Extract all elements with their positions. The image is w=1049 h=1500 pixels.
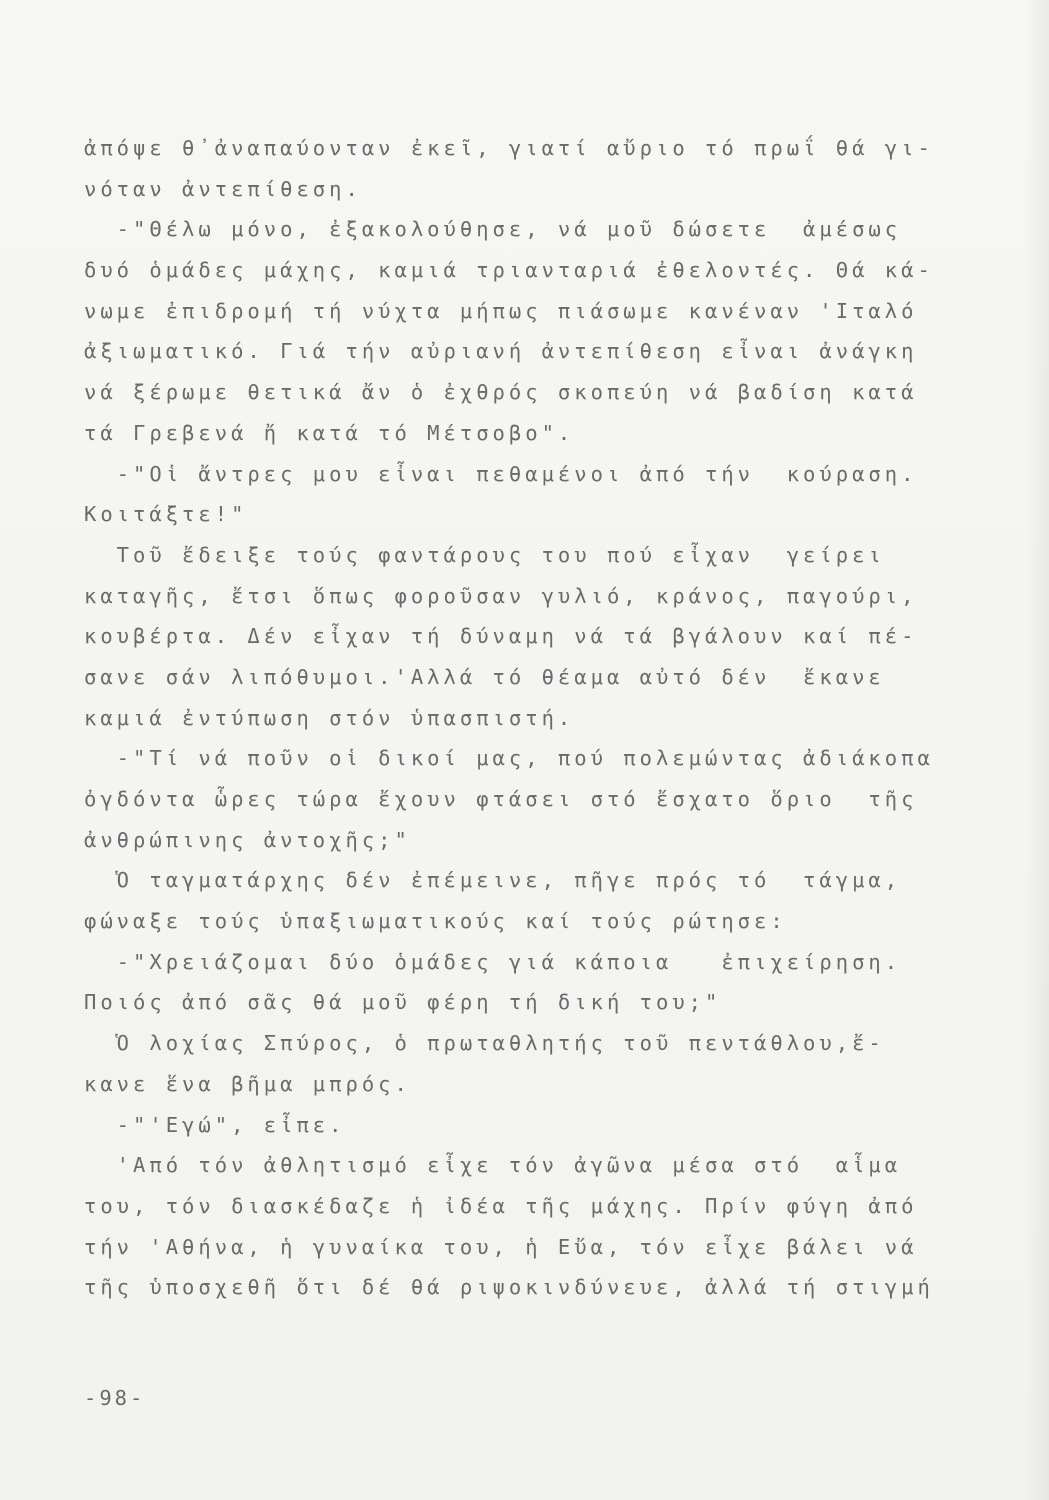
text-line: ἀνθρώπινης ἀντοχῆς;" [84, 827, 411, 852]
text-line: καταγῆς, ἔτσι ὅπως φοροῦσαν γυλιό, κράνος, παγούρι, [84, 583, 918, 608]
text-line: ἀξιωματικό. Γιά τήν αὐριανή ἀντεπίθεση εἶναι ἀνάγκη [84, 339, 918, 364]
text-line: 'Από τόν ἀθλητισμό εἶχε τόν ἀγῶνα μέσα στό αἷμα [84, 1153, 902, 1178]
text-line: Ὁ ταγματάρχης δέν ἐπέμεινε, πῆγε πρός τό τάγμα, [84, 868, 902, 893]
text-line: φώναξε τούς ὑπαξιωματικούς καί τούς ρώτησε: [84, 909, 787, 934]
text-line: Κοιτάξτε!" [84, 502, 248, 527]
text-line: καμιά ἐντύπωση στόν ὑπασπιστή. [84, 705, 575, 730]
text-line: -"Τί νά ποῦν οἱ δικοί μας, πού πολεμώντας ἀδιάκοπα [84, 746, 934, 771]
text-line: -"'Εγώ", εἶπε. [84, 1112, 346, 1137]
text-line: νωμε ἐπιδρομή τή νύχτα μήπως πιάσωμε κανέναν 'Ιταλό [84, 298, 918, 323]
text-line: νόταν ἀντεπίθεση. [84, 176, 362, 201]
page-number: -98- [84, 1386, 146, 1410]
text-line: δυό ὁμάδες μάχης, καμιά τριανταριά ἐθελοντές. Θά κά- [84, 258, 934, 283]
text-line: Τοῦ ἔδειξε τούς φαντάρους του πού εἶχαν γείρει [84, 542, 885, 567]
page-edge-shadow [1025, 0, 1049, 1500]
text-line: σανε σάν λιπόθυμοι.'Αλλά τό θέαμα αὐτό δέν ἔκανε [84, 664, 885, 689]
text-line: νά ξέρωμε θετικά ἄν ὁ ἐχθρός σκοπεύη νά βαδίση κατά [84, 380, 918, 405]
text-line: τήν 'Αθήνα, ἡ γυναίκα του, ἡ Εὔα, τόν εἶχε βάλει νά [84, 1234, 918, 1259]
text-line: Ποιός ἀπό σᾶς θά μοῦ φέρη τή δική του;" [84, 990, 722, 1015]
text-line: του, τόν διασκέδαζε ἡ ἰδέα τῆς μάχης. Πρίν φύγη ἀπό [84, 1193, 918, 1218]
text-line: τά Γρεβενά ἤ κατά τό Μέτσοβο". [84, 420, 575, 445]
text-line: Ὁ λοχίας Σπύρος, ὁ πρωταθλητής τοῦ πεντάθλου,ἔ- [84, 1031, 885, 1056]
text-line: ἀπόψε θ᾽ἀναπαύονταν ἐκεῖ, γιατί αὔριο τό πρωΐ θά γι- [84, 136, 934, 160]
text-line: -"Θέλω μόνο, ἐξακολούθησε, νά μοῦ δώσετε ἀμέσως [84, 217, 902, 242]
text-line: ὀγδόντα ὧρες τώρα ἔχουν φτάσει στό ἔσχατο ὅριο τῆς [84, 787, 918, 811]
text-line: -"Χρειάζομαι δύο ὁμάδες γιά κάποια ἐπιχείρηση. [84, 949, 902, 974]
text-line: -"Οἱ ἄντρες μου εἶναι πεθαμένοι ἀπό τήν κούραση. [84, 461, 918, 486]
text-line: κανε ἕνα βῆμα μπρός. [84, 1071, 411, 1096]
body-text [84, 128, 989, 1308]
text-line: κουβέρτα. Δέν εἶχαν τή δύναμη νά τά βγάλουν καί πέ- [84, 624, 918, 649]
text-line: τῆς ὑποσχεθῆ ὅτι δέ θά ριψοκινδύνευε, ἀλλά τή στιγμή [84, 1275, 934, 1300]
